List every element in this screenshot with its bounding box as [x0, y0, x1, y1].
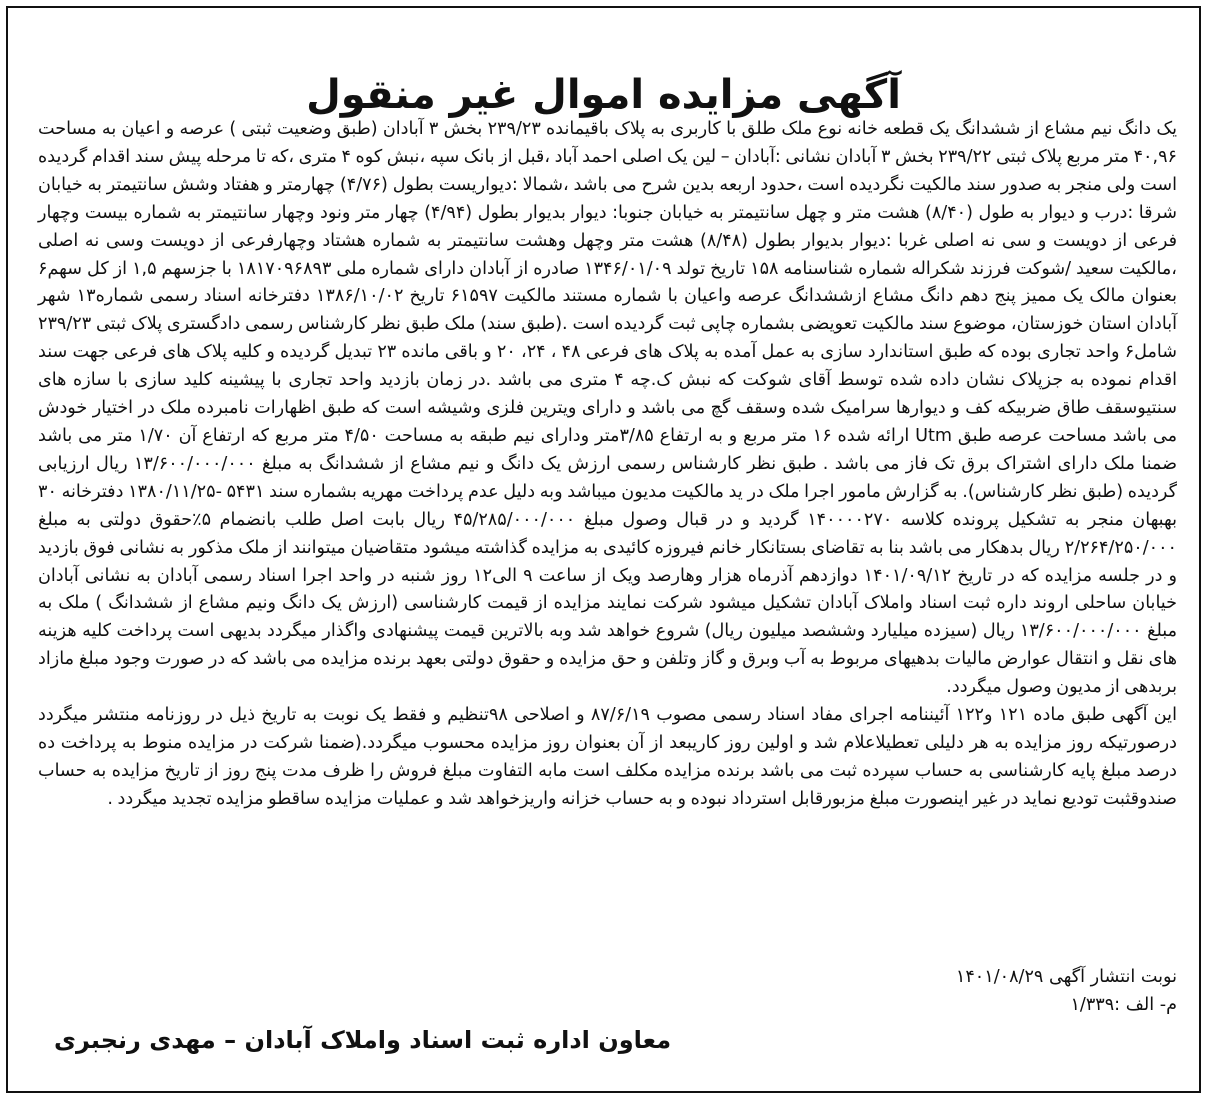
notice-paragraph-terms: این آگهی طبق ماده ۱۲۱ و۱۲۲ آئیننامه اجرای مفاد اسناد رسمی مصوب ۸۷/۶/۱۹ و اصلاحی ۹۸تنظیم و فقط یک نوبت به تاریخ ذیل در روزنامه منتشر میگردد درصورتیکه روز مزایده به هر دلیلی تعطیلاعلام شد و اولین روز کاریبعد از آن بعنوان روز مزایده محسوب میگردد.(ضمنا شرکت در مزایده منوط به پرداخت ده درصد مبلغ پایه کارشناسی به حساب سپرده ثبت می باشد برنده مزایده مکلف است مابه التفاوت مبلغ فروش را ظرف مدت پنج روز از تاریخ مزایده به حساب صندوقثبت توديع نمايد در غير اينصورت مبلغ مزبورقابل استرداد نبوده و به حساب خزانه واريزخواهد شد و عمليات مزايده ساقطو مزايده تجديد ميگردد . — [38, 705, 1177, 809]
signature-line: معاون اداره ثبت اسناد واملاک آبادان – مهدی رنجبری — [54, 1026, 672, 1054]
reference-number: م- الف :۱/۳۳۹ — [1070, 995, 1177, 1015]
notice-title: آگهی مزایده اموال غیر منقول — [306, 71, 901, 118]
notice-frame — [6, 6, 1201, 1093]
notice-body — [38, 116, 1177, 814]
publication-date: نوبت انتشار آگهی ۱۴۰۱/۰۸/۲۹ — [955, 967, 1177, 987]
notice-paragraph-main: یک دانگ نیم مشاع از ششدانگ یک قطعه خانه نوع ملک طلق با کاربری به پلاک باقیمانده ۲۳۹/۲۳ بخش ۳ آبادان (طبق وضعیت ثبتی ) عرصه و اعیان به مساحت ۴۰,۹۶ متر مربع پلاک ثبتی ۲۳۹/۲۲ بخش ۳ آبادان نشانی :آبادان – لین یک اصلی احمد آباد ،قبل از بانک سپه ،نبش کوه ۴ متری ،که تا مرحله پیش سند اقدام گردیده است ولی منجر به صدور سند مالکیت نگردیده است ،حدود اربعه بدین شرح می باشد ،شمالا :دیواریست بطول (۴/۷۶) چهارمتر و هفتاد وشش سانتیمتر به خیابان شرقا :درب و دیوار به طول (۸/۴۰) هشت متر و چهل سانتیمتر به خیابان جنوبا: دیوار بدیوار بطول (۴/۹۴) چهار متر ونود وچهار سانتیمتر به شماره بیست وچهار فرعی از دویست و سی نه اصلی غربا :دیوار بدیوار بطول (۸/۴۸) هشت متر وچهل وهشت سانتیمتر به شماره هشتاد وچهارفرعی از دویست وسی نه اصلی ،مالکیت سعید /شوکت فرزند شکراله شماره شناسنامه ۱۵۸ تاریخ تولد ۱۳۴۶/۰۱/۰۹ صادره از آبادان دارای شماره ملی ۱۸۱۷۰۹۶۸۹۳ با جزسهم ۱,۵ از کل سهم۶ بعنوان مالک یک ممیز پنج دهم دانگ مشاع ازششدانگ عرصه واعیان با شماره مستند مالکیت ۶۱۵۹۷ تاریخ ۱۳۸۶/۱۰/۰۲ دفترخانه اسناد رسمی شماره۱۳ شهر آبادان استان خوزستان، موضوع سند مالکیت تعویضی بشماره چاپی ثبت گردیده است .(طبق سند) ملک طبق نظر کارشناس رسمی دادگستری پلاک ثبتی ۲۳۹/۲۳ شامل۶ واحد تجاری بوده که طبق استاندارد سازی به عمل آمده به پلاک های فرعی ۴۸ ، ۲۴، ۲۰ و باقی مانده ۲۳ تبدیل گردیده و کلیه پلاک های فرعی جهت سند اقدام نموده به جزپلاک نشان داده شده توسط آقای شوکت که نبش ک.چه ۴ متری می باشد .در زمان بازدید واحد تجاری با پیشینه کلید سازی با سازه های سنتیوسقف طاق ضربیکه کف و دیوارها سرامیک شده وسقف گچ می باشد و دارای ویترین فلزی وشیشه است که طبق اظهارات نامبرده ملک در اختیار خودش می باشد مساحت عرصه طبق Utm ارائه شده ۱۶ متر مربع و به ارتفاع ۳/۸۵متر ودارای نیم طبقه به مساحت ۴/۵۰ متر مربع که ارتفاع آن ۱/۷۰ متر می باشد ضمنا ملک دارای اشتراک برق تک فاز می باشد . طبق نظر کارشناس رسمی ارزش یک دانگ و نیم مشاع از ششدانگ به مبلغ ۱۳/۶۰۰/۰۰۰/۰۰۰ ریال ارزیابی گردیده (طبق نظر کارشناس). به گزارش مامور اجرا ملک در ید مالکیت مدیون میباشد وبه دلیل عدم پرداخت مهریه بشماره سند ۵۴۳۱ -۱۳۸۰/۱۱/۲۵ دفترخانه ۳۰ بهبهان منجر به تشکیل پرونده کلاسه ۱۴۰۰۰۰۲۷۰ گردید و در قبال وصول مبلغ ۴۵/۲۸۵/۰۰۰/۰۰۰ ریال بابت اصل طلب بانضمام ۵٪حقوق دولتی به مبلغ ۲/۲۶۴/۲۵۰/۰۰۰ ریال بدهکار می باشد بنا به تقاضای بستانکار خانم فیروزه کائیدی به مزایده گذاشته میشود متقاضیان میتوانند از ملک مذکور به نشانی فوق بازدید و در جلسه مزایده که در تاریخ ۱۴۰۱/۰۹/۱۲ دوازدهم آذرماه هزار وهارصد ویک از ساعت ۹ الی۱۲ روز شنبه در واحد اجرا اسناد رسمی آبادان به نشانی آبادان خیابان ساحلی اروند داره ثبت اسناد واملاک آبادان تشکیل میشود شرکت نمایند مزایده از قیمت کارشناسی (ارزش یک دانگ ونیم مشاع از ششدانگ ) ملک به مبلغ ۱۳/۶۰۰/۰۰۰/۰۰۰ ریال (سیزده میلیارد وششصد میلیون ریال) شروع خواهد شد وبه بالاترین قیمت پیشنهادی واگذار میگردد بدیهی است پرداخت کلیه هزینه های نقل و انتقال عوارض مالیات بدهیهای مربوط به آب وبرق و گاز وتلفن و حق مزایده و حقوق دولتی بعهد برنده مزایده می باشد که در صورت وجود مبلغ مازاد بربدهی از مدیون وصول میگردد. — [38, 119, 1178, 698]
